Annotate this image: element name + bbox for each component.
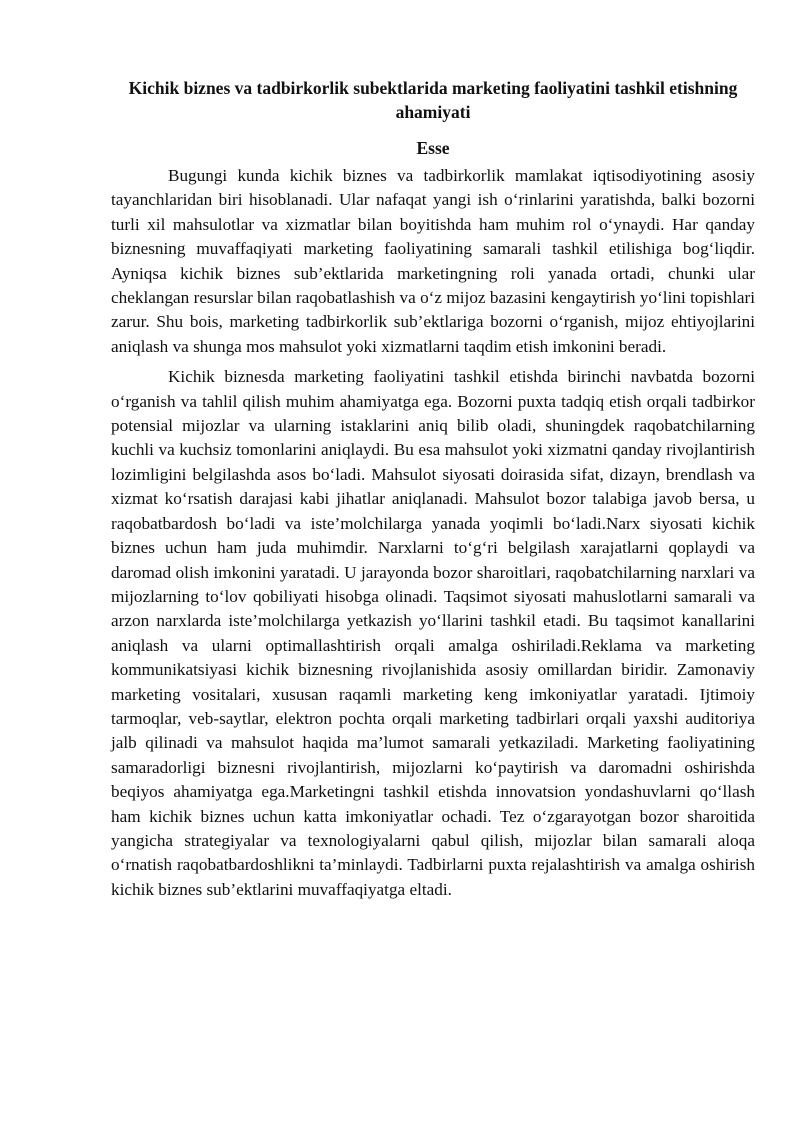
document-subtitle: Esse — [416, 138, 450, 158]
document-page — [111, 76, 755, 908]
paragraph-2: Kichik biznesda marketing faoliyatini tashkil etishda birinchi navbatda bozorni o‘rganish va tahlil qilish muhim ahamiyatga ega. Bozorni puxta tadqiq etish orqali tadbirkor potensial mijozlar va ularning istaklarini aniq bilib oladi, shuningdek raqobatchilarning kuchli va kuchsiz tomonlarini aniqlaydi. Bu esa mahsulot yoki xizmatni qanday rivojlantirish lozimligini belgilashda asos bo‘ladi. Mahsulot siyosati doirasida sifat, dizayn, brendlash va xizmat ko‘rsatish darajasi kabi jihatlar aniqlanadi. Mahsulot bozor talabiga javob bersa, u raqobatbardosh bo‘ladi va iste’molchilarga yanada yoqimli bo‘ladi.Narx siyosati kichik biznes uchun ham juda muhimdir. Narxlarni to‘g‘ri belgilash xarajatlarni qoplaydi va daromad olish imkonini yaratadi. U jarayonda bozor sharoitlari, raqobatchilarning narxlari va mijozlarning to‘lov qobiliyati hisobga olinadi. Taqsimot siyosati mahuslotlarni samarali va arzon narxlarda iste’molchilarga yetkazish yo‘llarini tashkil etadi. Bu taqsimot kanallarini aniqlash va ularni optimallashtirish orqali amalga oshiriladi.Reklama va marketing kommunikatsiyasi kichik biznesning rivojlanishida asosiy omillardan biridir. Zamonaviy marketing vositalari, xususan raqamli marketing keng imkoniyatlar yaratadi. Ijtimoiy tarmoqlar, veb-saytlar, elektron pochta orqali marketing tadbirlari orqali yaxshi auditoriya jalb qilinadi va mahsulot haqida ma’lumot samarali yetkaziladi. Marketing faoliyatining samaradorligi biznesni rivojlantirish, mijozlarni ko‘paytirish va daromadni oshirishda beqiyos ahamiyatga ega.Marketingni tashkil etishda innovatsion yondashuvlarni qo‘llash ham kichik biznes uchun katta imkoniyatlar ochadi. Tez o‘zgarayotgan bozor sharoitida yangicha strategiyalar va texnologiyalarni qabul qilish, mijozlar bilan samarali aloqa o‘rnatish raqobatbardoshlikni ta’minlaydi. Tadbirlarni puxta rejalashtirish va amalga oshirish kichik biznes sub’ektlarini muvaffaqiyatga eltadi. — [111, 367, 755, 899]
document-title: Kichik biznes va tadbirkorlik subektlarida marketing faoliyatini tashkil etishning ahamiyati — [128, 78, 738, 122]
paragraph-1: Bugungi kunda kichik biznes va tadbirkorlik mamlakat iqtisodiyotining asosiy tayanchlaridan biri hisoblanadi. Ular nafaqat yangi ish o‘rinlarini yaratishda, balki bozorni turli xil mahsulotlar va xizmatlar bilan boyitishda ham muhim rol o‘ynaydi. Har qanday biznesning muvaffaqiyati marketing faoliyatining samarali tashkil etilishiga bog‘liqdir. Ayniqsa kichik biznes sub’ektlarida marketingning roli yanada ortadi, chunki ular cheklangan resurslar bilan raqobatlashish va o‘z mijoz bazasini kengaytirish yo‘lini topishlari zarur. Shu bois, marketing tadbirkorlik sub’ektlariga bozorni o‘rganish, mijoz ehtiyojlarini aniqlash va shunga mos mahsulot yoki xizmatlarni taqdim etish imkonini beradi. — [111, 166, 755, 356]
